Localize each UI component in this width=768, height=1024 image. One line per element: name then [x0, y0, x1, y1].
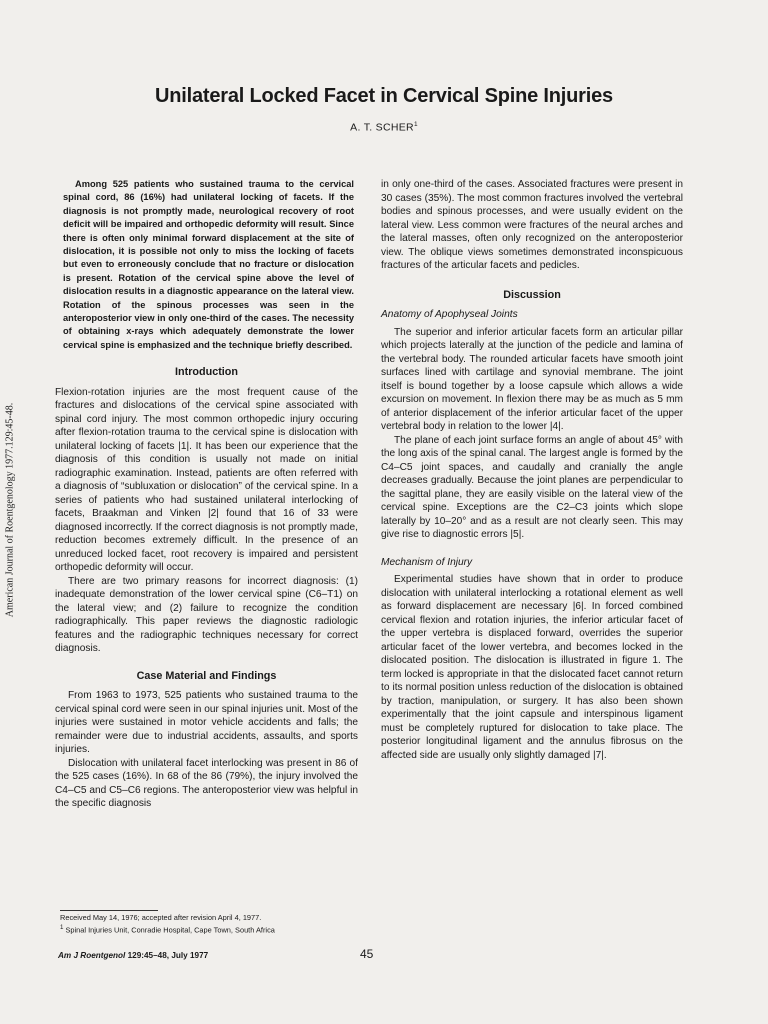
affiliation-note: $^1$ Spinal Injuries Unit, Conradie Hospital, Cape Town, South Africa: [60, 923, 275, 935]
case-material-heading: Case Material and Findings: [136, 669, 277, 682]
right-column: [381, 178, 683, 762]
mechanism-paragraph: Experimental studies have shown that in order to produce dislocation with unilateral interlocking a rotational element as well as forward displacement are necessary |6|. In forced combined cervical flexion and rotation injuries, the inferior articular facet of the upper vertebra is displaced forward, overrides the superior articular facet of the lower vertebra, and becomes locked in the dislocated position. The dislocation is illustrated in figure 1. The term locked is appropriate in that the dislocated facet cannot return to its normal position unless reduction of the dislocation is obtained by traction, manipulation, or surgery. It has also been shown experimentally that the joint capsule and interspinous ligament must be completely ruptured for dislocation to take place. The posterior longitudinal ligament and the annulus fibrosus on the affected side are usually only slightly damaged |7|.: [381, 574, 683, 761]
abstract: [55, 178, 358, 352]
case-material-paragraph: From 1963 to 1973, 525 patients who sustained trauma to the cervical spinal cord were seen in our spinal injuries unit. Most of the injuries were sustained in motor vehicle accidents and falls; the remainder were due to industrial accidents, assaults, and sports injuries.: [55, 690, 358, 756]
journal-citation: Am J Roentgenol 129:45–48, July 1977: [58, 951, 209, 960]
discussion-heading: Discussion: [503, 288, 561, 301]
introduction-heading: Introduction: [175, 366, 238, 379]
page-number: 45: [360, 947, 374, 961]
footnote-rule: [60, 910, 158, 911]
introduction-paragraph: Flexion-rotation injuries are the most frequent cause of the fractures and dislocations of the cervical spine associated with spinal cord injury. The most common orthopedic injury occuring after flexion-rotation trauma to the cervical spine is dislocation with unilateral locking of facets |1|. It has been our experience that the diagnosis of this condition is usually not made on initial radiographic examination. Instead, patients are often referred with a diagnosis of “subluxation or dislocation” of the cervical spine. In a series of patients who had sustained unilateral interlocking of facets, Braakman and Vinken |2| found that 16 of 33 were diagnosed incorrectly. If the correct diagnosis is not promptly made, reduction becomes extremely difficult. In the presence of an unreduced locked facet, root recovery is impaired and persistent orthopedic deformity will occur.: [55, 386, 358, 574]
footnotes: [60, 913, 360, 935]
article-author: A. T. SCHER$^1$: [350, 121, 418, 134]
case-material-paragraph: Dislocation with unilateral facet interlocking was present in 86 of the 525 cases (16%). In 68 of the 86 (79%), the injury involved the C4–C5 and C5–C6 regions. The anteroposterior view was helpful in the specific diagnosis: [55, 757, 358, 810]
case-material-continued: in only one-third of the cases. Associated fractures were present in 30 cases (35%). The most common fractures involved the vertebral bodies and spinous processes, and were usually evident on the lateral view. Less common were fractures of the neural arches and the lateral masses, often only recognized on the anteroposterior view. The oblique views sometimes demonstrated inconspicuous fractures of the articular facets and pedicles.: [381, 179, 683, 271]
margin-citation: American Journal of Roentgenology 1977.129:45-48.: [4, 402, 16, 618]
left-column: [55, 178, 358, 811]
abstract-text: Among 525 patients who sustained trauma to the cervical spinal cord, 86 (16%) had unilateral locking of facets. If the diagnosis is not promptly made, neurological recovery of root deficit will be impaired and orthopedic deformity will result. Since there is often only minimal forward displacement at the site of dislocation, it is possible not only to miss the locking of facets but even to erroneously conclude that no fracture or dislocation is present. Rotation of the cervical spine above the level of dislocation results in a diagnostic appearance on the lateral view. Rotation of the spinous processes was seen in the anteroposterior view in only one-third of the cases. The necessity of obtaining x-rays which adequately demonstrate the lower cervical spine is emphasized and the technique briefly described.: [63, 179, 354, 350]
mechanism-subheading: Mechanism of Injury: [381, 556, 473, 568]
anatomy-paragraph: The plane of each joint surface forms an angle of about 45° with the long axis of the spinal canal. The largest angle is formed by the C4–C5 joint spaces, and caudally and cranially the angle decreases gradually. Because the joint planes are perpendicular to the sagittal plane, they are easily visible on the lateral view of the cervical spine. Exceptions are the C2–C3 joints which slope laterally by 10–20° and as a result are not clearly seen. This may give rise to diagnostic errors |5|.: [381, 434, 683, 540]
introduction-paragraph: There are two primary reasons for incorrect diagnosis: (1) inadequate demonstration of the lower cervical spine (C6–T1) on the lateral view; and (2) failure to recognize the condition radiographically. This paper reviews the diagnostic radiologic features and the radiographic techniques necessary for correct diagnosis.: [55, 575, 358, 655]
anatomy-subheading: Anatomy of Apophyseal Joints: [381, 309, 518, 320]
received-note: Received May 14, 1976; accepted after revision April 4, 1977.: [60, 913, 262, 922]
anatomy-paragraph: The superior and inferior articular facets form an articular pillar which projects laterally at the junction of the pedicle and lamina of the vertebral body. The rounded articular facets have smooth joint surfaces lined with cartilage and synovial membrane. The joint itself is bound together by a loose capsule which allows a wide excursion on movement. In flexion there may be as much as 5 mm of anterior displacement of the inferior articular facet of the upper vertebral body in relation to the lower |4|.: [381, 326, 683, 432]
article-title: Unilateral Locked Facet in Cervical Spine Injuries: [155, 85, 613, 107]
author-footnote-mark: 1: [413, 121, 418, 128]
